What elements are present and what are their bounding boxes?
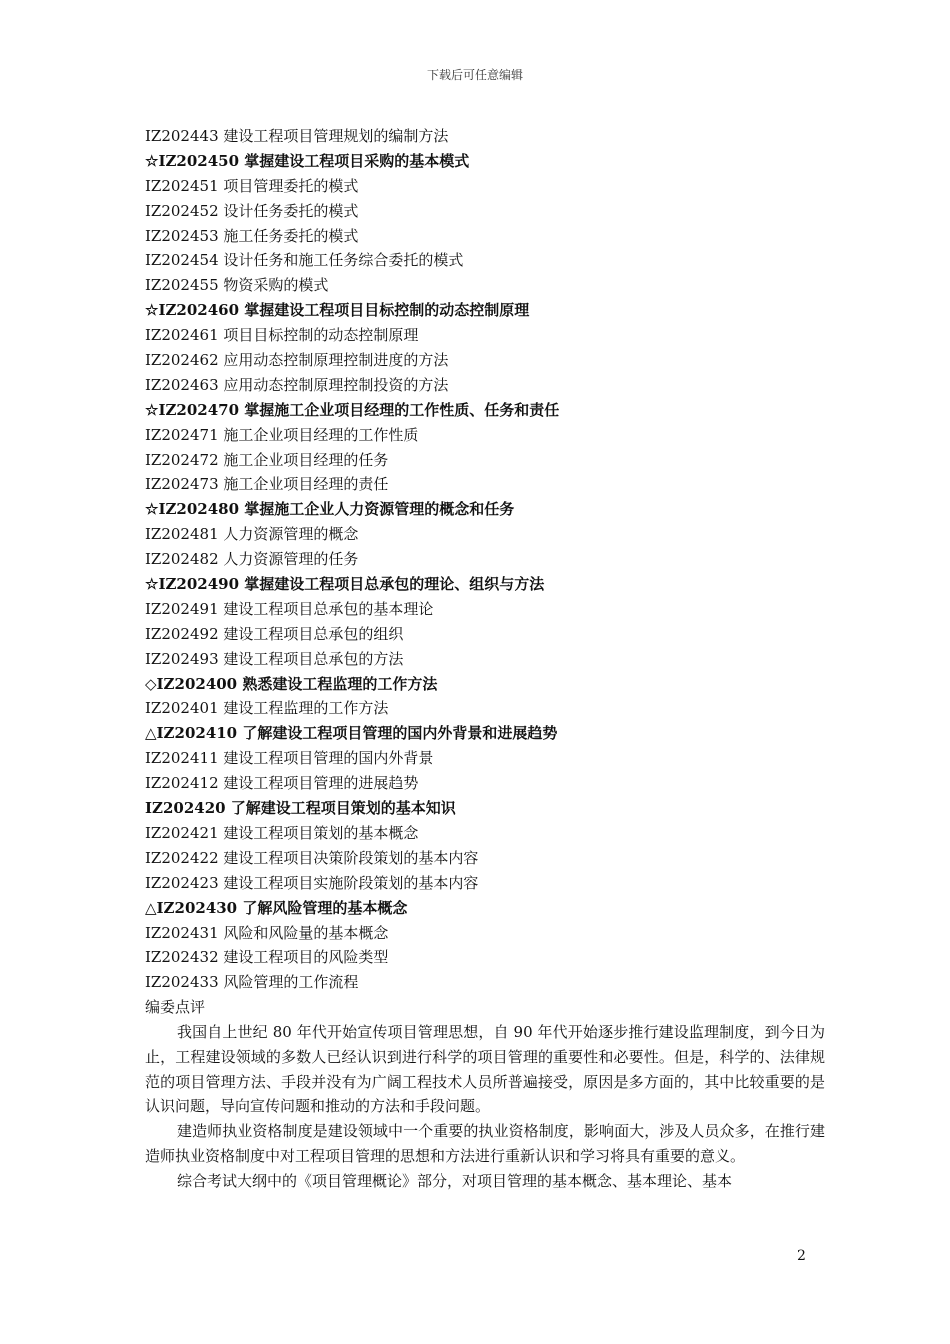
outline-item: IZ202401 建设工程监理的工作方法 [145,699,389,718]
commentary-paragraph: 综合考试大纲中的《项目管理概论》部分，对项目管理的基本概念、基本理论、基本 [177,1171,733,1190]
outline-item: IZ202461 项目目标控制的动态控制原理 [145,326,419,345]
outline-item: 编委点评 [145,998,206,1017]
outline-item: IZ202462 应用动态控制原理控制进度的方法 [145,351,449,370]
outline-item: IZ202463 应用动态控制原理控制投资的方法 [145,375,449,394]
page-number: 2 [797,1248,806,1264]
section-heading: ☆IZ202490 掌握建设工程项目总承包的理论、组织与方法 [145,575,545,594]
outline-item: IZ202471 施工企业项目经理的工作性质 [145,425,419,444]
editor-commentary [145,1020,825,1194]
commentary-paragraph: 我国自上世纪 80 年代开始宣传项目管理思想，自 90 年代开始逐步推行建设监理制度，到今日为止，工程建设领域的多数人已经认识到进行科学的项目管理的重要性和必要性。但是，科学的、法律规范的项目管理方法、手段并没有为广阔工程技术人员所普遍接受，原因是多方面的，其中比较重要的是认识问题，导向宣传问题和推动的方法和手段问题。 [145,1023,825,1116]
section-heading: △IZ202430 了解风险管理的基本概念 [145,898,408,917]
outline-item: IZ202493 建设工程项目总承包的方法 [145,649,404,668]
outline-item: IZ202451 项目管理委托的模式 [145,176,359,195]
outline-item: IZ202455 物资采购的模式 [145,276,329,295]
outline-item: IZ202433 风险管理的工作流程 [145,973,359,992]
page-header: 下载后可任意编辑 [426,68,523,82]
outline-item: IZ202452 设计任务委托的模式 [145,201,359,220]
outline-item: IZ202454 设计任务和施工任务综合委托的模式 [145,251,464,270]
outline-item: IZ202492 建设工程项目总承包的组织 [145,624,404,643]
outline-item: IZ202453 施工任务委托的模式 [145,226,359,245]
section-heading: ☆IZ202480 掌握施工企业人力资源管理的概念和任务 [145,500,515,519]
syllabus-outline [145,124,835,1020]
section-heading: ☆IZ202470 掌握施工企业项目经理的工作性质、任务和责任 [145,400,560,419]
section-heading: △IZ202410 了解建设工程项目管理的国内外背景和进展趋势 [145,724,558,743]
outline-item: IZ202443 建设工程项目管理规划的编制方法 [145,127,449,145]
outline-item: IZ202411 建设工程项目管理的国内外背景 [145,749,434,768]
section-heading: ☆IZ202450 掌握建设工程项目采购的基本模式 [145,151,470,170]
outline-item: IZ202412 建设工程项目管理的进展趋势 [145,774,419,793]
outline-item: IZ202432 建设工程项目的风险类型 [145,948,389,967]
outline-item: IZ202473 施工企业项目经理的责任 [145,475,389,494]
outline-item: IZ202491 建设工程项目总承包的基本理论 [145,599,434,618]
outline-item: IZ202431 风险和风险量的基本概念 [145,923,389,942]
section-heading: ☆IZ202460 掌握建设工程项目目标控制的动态控制原理 [145,301,530,320]
section-heading: ◇IZ202400 熟悉建设工程监理的工作方法 [145,674,438,693]
outline-item: IZ202472 施工企业项目经理的任务 [145,450,389,469]
outline-item: IZ202421 建设工程项目策划的基本概念 [145,823,419,842]
outline-item: IZ202423 建设工程项目实施阶段策划的基本内容 [145,873,479,892]
commentary-paragraph: 建造师执业资格制度是建设领域中一个重要的执业资格制度，影响面大，涉及人员众多，在推行建造师执业资格制度中对工程项目管理的思想和方法进行重新认识和学习将具有重要的意义。 [145,1122,825,1165]
outline-item: IZ202481 人力资源管理的概念 [145,525,359,544]
outline-item: IZ202482 人力资源管理的任务 [145,550,359,569]
section-heading: IZ202420 了解建设工程项目策划的基本知识 [145,799,456,818]
outline-item: IZ202422 建设工程项目决策阶段策划的基本内容 [145,848,479,867]
